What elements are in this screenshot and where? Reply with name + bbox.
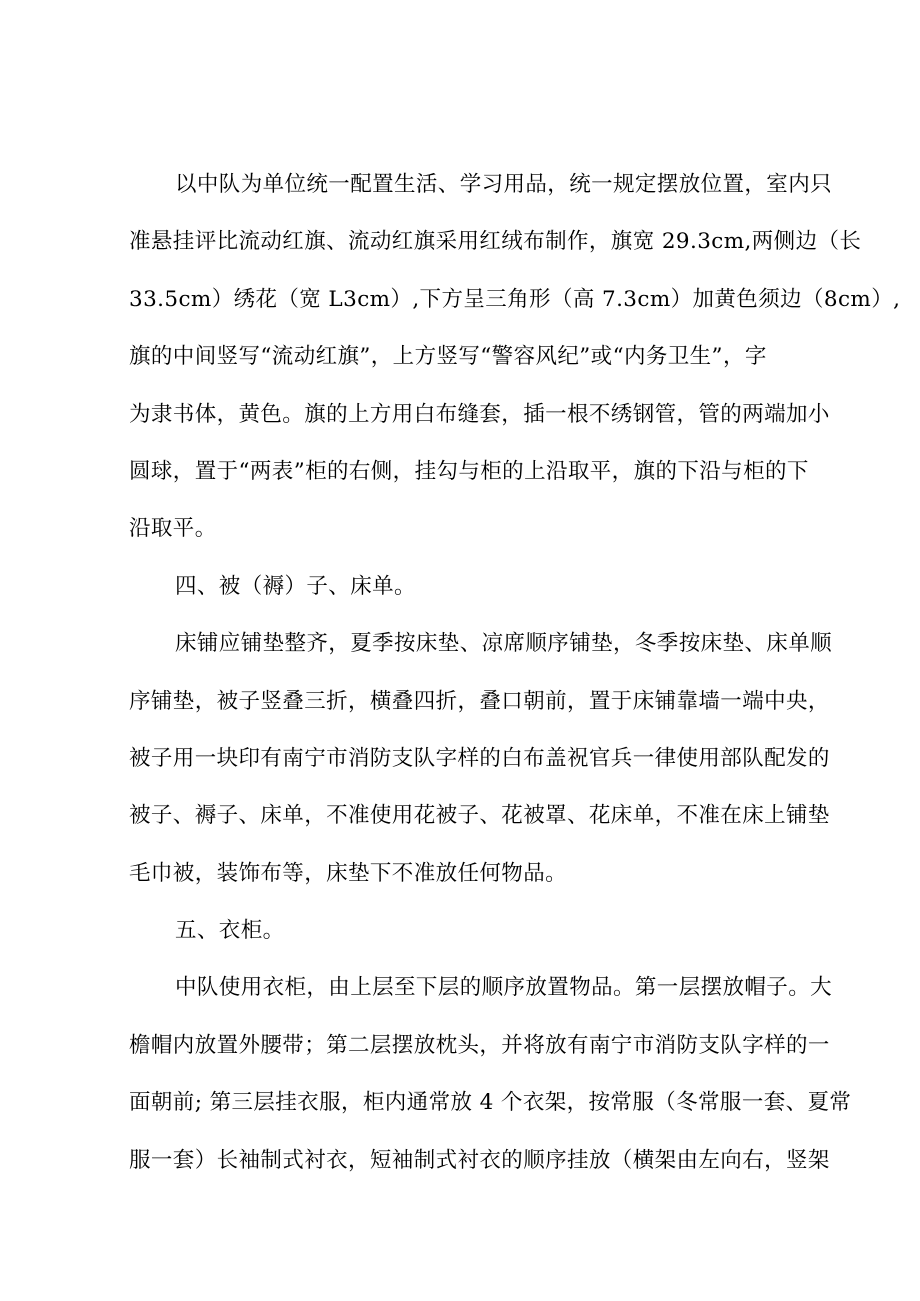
text-line: 圆球，置于“两表”柜的右侧，挂勾与柜的上沿取平，旗的下沿与柜的下 xyxy=(129,458,809,484)
text-line: 檐帽内放置外腰带；第二层摆放枕头，并将放有南宁市消防支队字样的一 xyxy=(129,1032,830,1058)
section-heading-bedding xyxy=(129,558,791,615)
text-line: 床铺应铺垫整齐，夏季按床垫、凉席顺序铺垫，冬季按床垫、床单顺 xyxy=(175,631,833,657)
text-line: 服一套）长袖制式衬衣，短袖制式衬衣的顺序挂放（横架由左向右，竖架 xyxy=(129,1147,830,1173)
paragraph-wardrobe xyxy=(129,959,852,1189)
text-line: 中队使用衣柜，由上层至下层的顺序放置物品。第一层摆放帽子。大 xyxy=(175,975,833,1001)
paragraph-bedding xyxy=(129,615,833,902)
heading-text: 四、被（褥）子、床单。 xyxy=(175,573,416,599)
text-line: 准悬挂评比流动红旗、流动红旗采用红绒布制作，旗宽 29.3cm,两侧边（长 xyxy=(129,229,862,255)
text-line: 被子用一块印有南宁市消防支队字样的白布盖祝官兵一律使用部队配发的 xyxy=(129,745,830,771)
text-line: 旗的中间竖写“流动红旗”，上方竖写“警容风纪”或“内务卫生”，字 xyxy=(129,344,767,370)
heading-text: 五、衣柜。 xyxy=(175,918,285,944)
document-body xyxy=(129,156,901,1189)
section-heading-wardrobe xyxy=(129,902,791,959)
text-line: 序铺垫，被子竖叠三折，横叠四折，叠口朝前，置于床铺靠墙一端中央， xyxy=(129,688,830,714)
text-line: 33.5cm）绣花（宽 L3cm）,下方呈三角形（高 7.3cm）加黄色须边（8cm）, xyxy=(129,286,901,312)
paragraph-flag xyxy=(129,156,901,558)
text-line: 被子、褥子、床单，不准使用花被子、花被罩、花床单，不准在床上铺垫 xyxy=(129,803,830,829)
text-line: 为隶书体，黄色。旗的上方用白布缝套，插一根不绣钢管，管的两端加小 xyxy=(129,401,830,427)
text-line: 以中队为单位统一配置生活、学习用品，统一规定摆放位置，室内只 xyxy=(175,172,833,197)
text-line: 沿取平。 xyxy=(129,516,217,542)
text-line: 面朝前; 第三层挂衣服，柜内通常放 4 个衣架，按常服（冬常服一套、夏常 xyxy=(129,1090,852,1116)
text-line: 毛巾被，装饰布等，床垫下不准放任何物品。 xyxy=(129,860,568,886)
